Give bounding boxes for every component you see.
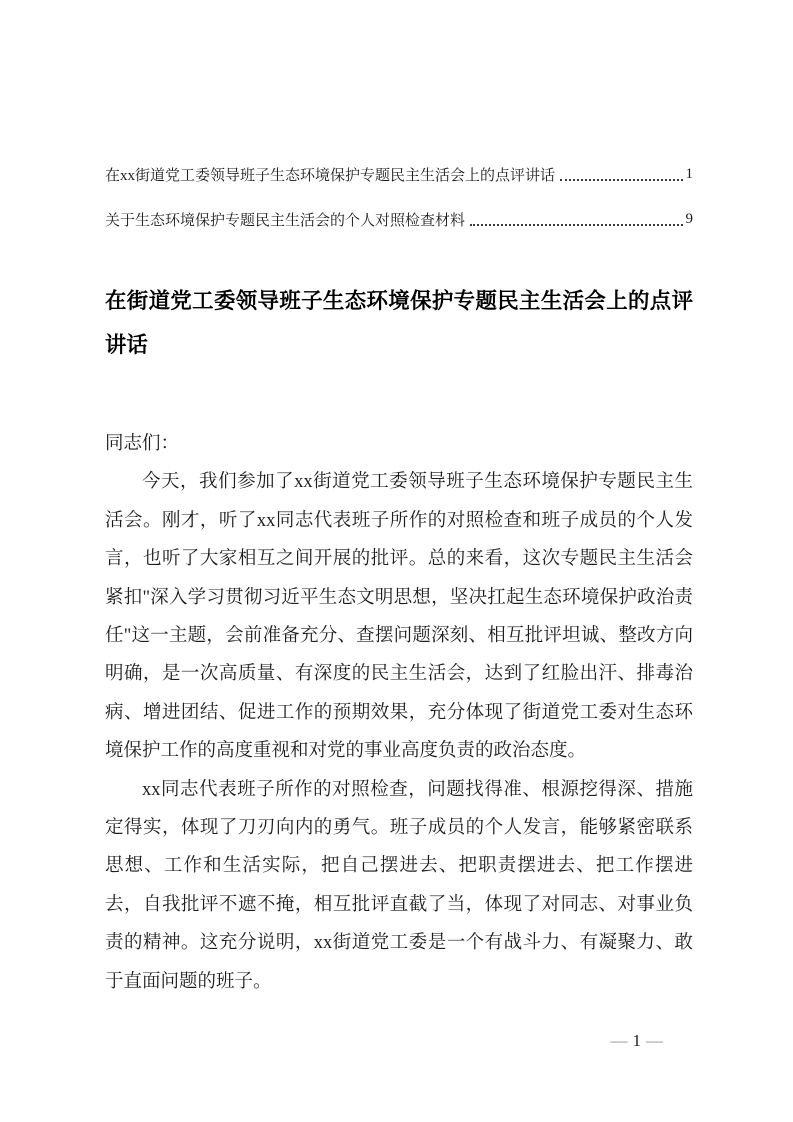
toc-entry-title: 在xx街道党工委领导班子生态环境保护专题民主生活会上的点评讲话 (105, 168, 556, 184)
toc-entry[interactable] (105, 197, 693, 242)
document-body (105, 425, 693, 1001)
toc-dot-leader (560, 179, 682, 181)
toc-entry-title: 关于生态环境保护专题民主生活会的个人对照检查材料 (105, 213, 466, 229)
toc-entry[interactable] (105, 152, 693, 197)
body-paragraph-1: 今天，我们参加了xx街道党工委领导班子生态环境保护专题民主生活会。刚才，听了xx同志代表班子所作的对照检查和班子成员的个人发言，也听了大家相互之间开展的批评。总的来看，这次专题民主生活会紧扣"深入学习贯彻习近平生态文明思想，坚决扛起生态环境保护政治责任"这一主题，会前准备充分、查摆问题深刻、相互批评坦诚、整改方向明确，是一次高质量、有深度的民主生活会，达到了红脸出汗、排毒治病、增进团结、促进工作的预期效果，充分体现了街道党工委对生态环境保护工作的高度重视和对党的事业高度负责的政治态度。 (105, 472, 693, 762)
toc-dot-leader (470, 224, 682, 226)
footer-left-dash: — (610, 1031, 628, 1050)
body-paragraph-2: xx同志代表班子所作的对照检查，问题找得准、根源挖得深、措施定得实，体现了刀刃向内的勇气。班子成员的个人发言，能够紧密联系思想、工作和生活实际，把自己摆进去、把职责摆进去、把工作摆进去，自我批评不遮不掩，相互批评直截了当，体现了对同志、对事业负责的精神。这充分说明，xx街道党工委是一个有战斗力、有凝聚力、敢于直面问题的班子。 (105, 779, 693, 992)
page-number: 1 (632, 1031, 641, 1050)
toc-entry-page: 9 (685, 211, 693, 227)
footer-right-dash: — (646, 1031, 663, 1050)
page-footer (105, 1029, 668, 1053)
toc-entry-page: 1 (685, 166, 693, 182)
salutation: 同志们： (105, 434, 180, 454)
document-title: 在街道党工委领导班子生态环境保护专题民主生活会上的点评讲话 (105, 289, 693, 357)
table-of-contents (105, 152, 693, 242)
